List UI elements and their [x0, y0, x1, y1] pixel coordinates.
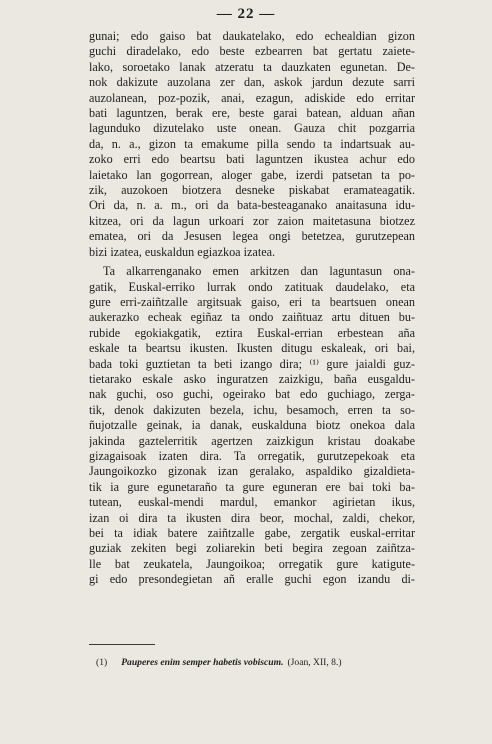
text-line: rubide egokiakgatik, eztira Euskal-errian erbestean aña	[89, 325, 415, 340]
paragraph-1	[89, 29, 415, 260]
footnote	[96, 657, 416, 668]
text-line: izan oi dira ta ikusten dira beor, mochal, zaldi, chekor,	[89, 510, 415, 525]
page-number: — 22 —	[216, 6, 276, 22]
text-line: Ta alkarrenganako emen arkitzen dan laguntasun ona-	[103, 264, 415, 279]
text-line: bizi izatea, euskaldun egiazkoa izatea.	[89, 244, 276, 259]
text-line: tik ia gure egunetaraño ta gure eguneran ere bai toki ba-	[89, 479, 415, 494]
text-line: Ori da, n. a. m., ori da bata-besteaganako anaitasuna idu-	[89, 198, 415, 213]
footnote-quote: Pauperes enim semper habetis vobiscum.	[121, 657, 284, 668]
text-line: gunai; edo gaiso bat daukatelako, edo echealdian gizon	[89, 29, 415, 43]
text-line: ematea, ori da Jesusen legea ongi betetzea, gurutzepean	[89, 229, 415, 244]
footnote-reference: (Joan, XII, 8.)	[287, 657, 342, 668]
paragraph-2	[89, 264, 415, 588]
text-line: lle bat zeukatela, Jaungoikoa; orregatik gure katigute-	[89, 556, 415, 571]
text-line: kitzea, ori da lagun urkoari zor zaion maitetasuna biotzez	[89, 213, 415, 228]
text-line: guziak zekiten begi zoliarekin beti begira zegoan zaiñtza-	[89, 541, 415, 556]
text-line: gi edo presondegietan añ eralle guchi egon izandu di-	[89, 572, 415, 587]
text-line: bati laguntzen, berak ere, beste garai batean, alduan añan	[89, 106, 415, 121]
text-line: tietarako eskale asko inguratzen zaizkigu, baña eusgaldu-	[89, 371, 415, 386]
text-line: zik, auzokoen biotzera desneke piskabat eramateagatik.	[89, 183, 415, 198]
text-line: gure erri-zaiñtzalle argitsuak gaiso, eri ta beartsuen onean	[89, 294, 415, 309]
footnote-rule	[89, 644, 155, 645]
text-line: tik, denok dakizuten bezela, ichu, besamoch, erren ta so-	[89, 402, 415, 417]
text-line: gatik, Euskal-erriko lurrak ondo zatituak daudelako, eta	[89, 279, 415, 294]
text-line: aukerazko echeak egiñaz ta ondo zaiñtuaz artu dituen bu-	[89, 310, 415, 325]
text-line: lagunduko dizutelako uste onean. Gauza chit pozgarria	[89, 121, 415, 136]
text-line: auzolanean, poz-pozik, anai, ezagun, adiskide edo erritar	[89, 90, 415, 105]
text-line: zoko erri edo beartsu bati laguntzen ikustea achur edo	[89, 152, 415, 167]
text-line: bei ta idiak batere zaiñtzalle gabe, zergatik euskal-erritar	[89, 526, 415, 540]
text-line: Jaungoikozko gizonak izan geralako, aspaldiko gizaldieta-	[89, 464, 415, 479]
body-text	[89, 29, 415, 588]
text-line: nak guchi, oso guchi, ogeirako bat edo guchiago, zerga-	[89, 387, 415, 402]
footnote-marker: (1)	[96, 657, 108, 668]
text-line: da, n. a., gizon ta emakume pilla sendo ta indartsuak au-	[89, 136, 415, 151]
text-line: tutean, euskal-mendi mardul, emankor agirietan ikus,	[89, 495, 415, 510]
text-line: nok dakizute auzolana zer dan, askok jardun dezute sarri	[89, 75, 415, 90]
text-line: jakinda gaztelerritik agertzen zaizkigun kristau doakabe	[89, 433, 415, 448]
text-line: eskale ta beartsu ikusten. Ikusten ditugu eskaleak, ori bai,	[89, 341, 415, 356]
text-line: laietako lan gogorrean, aloger gabe, izerdi patsetan ta po-	[89, 167, 415, 182]
text-line: bada toki guztietan ta beti izango dira; ⁽¹⁾ gure jaialdi guz-	[89, 356, 415, 371]
text-line: ñujotzalle geinak, ia danak, euskalduna biotz onekoa dala	[89, 418, 415, 433]
text-line: lako, soroetako lanak atzeratu ta dauzkaten egunetan. De-	[89, 59, 415, 74]
text-line: guchi diradelako, edo beste ezbearren bat gertatu zaiete-	[89, 44, 415, 59]
text-line: gizagaisoak izaten dira. Ta orregatik, gurutzepekoak eta	[89, 448, 415, 463]
